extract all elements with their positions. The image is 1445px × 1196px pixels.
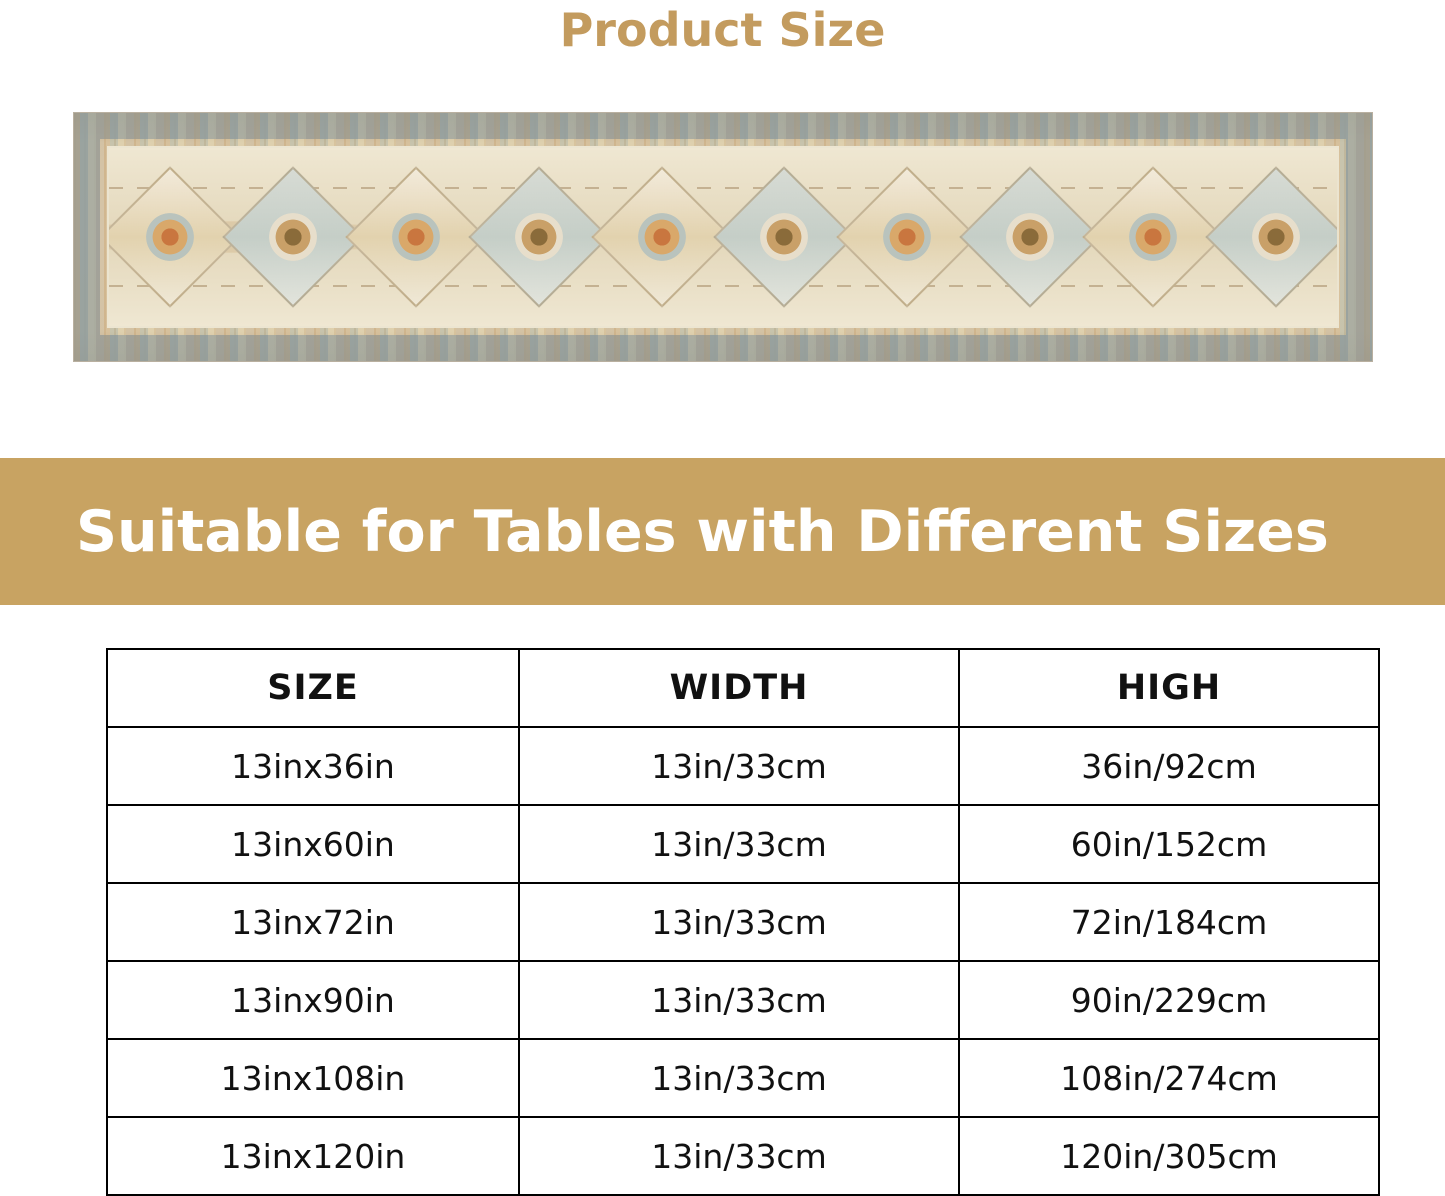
cell-width: 13in/33cm — [519, 1117, 959, 1195]
runner-medallion — [959, 166, 1100, 307]
cell-high: 120in/305cm — [959, 1117, 1379, 1195]
runner-medallion — [222, 166, 363, 307]
table-row — [107, 727, 1379, 805]
table-row — [107, 883, 1379, 961]
runner-medallion — [468, 166, 609, 307]
table-row — [107, 1117, 1379, 1195]
runner-medallion — [345, 166, 486, 307]
table-row — [107, 961, 1379, 1039]
cell-width: 13in/33cm — [519, 1039, 959, 1117]
runner-medallion — [836, 166, 977, 307]
size-table — [106, 648, 1380, 1196]
runner-medallion — [714, 166, 855, 307]
runner-medallion — [107, 166, 241, 307]
cell-high: 60in/152cm — [959, 805, 1379, 883]
cell-size: 13inx60in — [107, 805, 519, 883]
banner — [0, 458, 1445, 605]
cell-high: 72in/184cm — [959, 883, 1379, 961]
cell-high: 108in/274cm — [959, 1039, 1379, 1117]
table-header-row — [107, 649, 1379, 727]
runner-field — [107, 146, 1339, 328]
cell-width: 13in/33cm — [519, 883, 959, 961]
cell-width: 13in/33cm — [519, 961, 959, 1039]
cell-high: 90in/229cm — [959, 961, 1379, 1039]
cell-size: 13inx108in — [107, 1039, 519, 1117]
cell-size: 13inx72in — [107, 883, 519, 961]
page-title: Product Size — [559, 3, 886, 57]
cell-width: 13in/33cm — [519, 727, 959, 805]
table-row — [107, 1039, 1379, 1117]
runner-medallion — [1205, 166, 1339, 307]
banner-text: Suitable for Tables with Different Sizes — [76, 498, 1329, 565]
cell-size: 13inx90in — [107, 961, 519, 1039]
cell-high: 36in/92cm — [959, 727, 1379, 805]
cell-size: 13inx36in — [107, 727, 519, 805]
table-runner-graphic — [73, 112, 1373, 362]
table-row — [107, 805, 1379, 883]
table-header-size: SIZE — [107, 649, 519, 727]
cell-width: 13in/33cm — [519, 805, 959, 883]
product-image — [73, 112, 1373, 362]
table-header-width: WIDTH — [519, 649, 959, 727]
runner-medallion-row — [109, 148, 1337, 326]
cell-size: 13inx120in — [107, 1117, 519, 1195]
table-header-high: HIGH — [959, 649, 1379, 727]
runner-medallion — [591, 166, 732, 307]
runner-medallion — [1082, 166, 1223, 307]
